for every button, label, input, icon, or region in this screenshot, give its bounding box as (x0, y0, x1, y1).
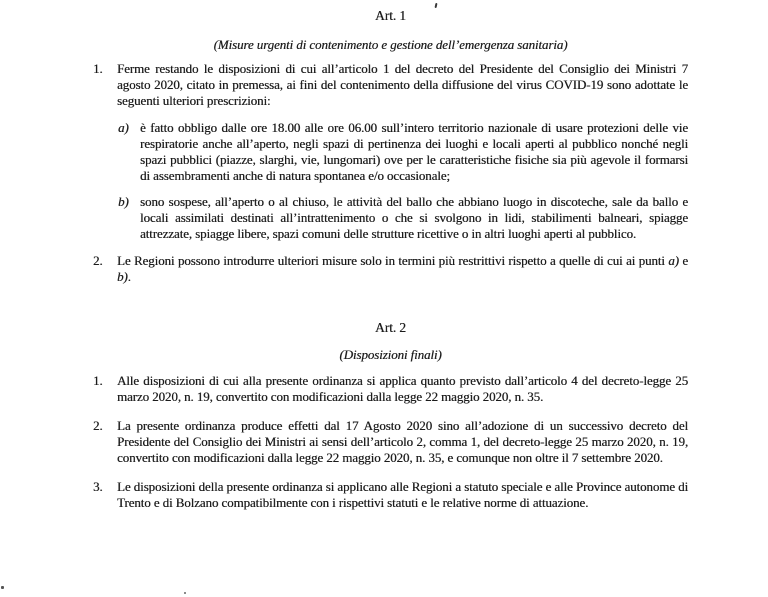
list-letter: a) (118, 120, 129, 135)
item-2-text-pre: Le Regioni possono introdurre ulteriori misure solo in termini più restrittivi rispetto a quelle di cui ai punti (117, 253, 669, 268)
point-b-reference: b) (117, 269, 128, 284)
point-a-reference: a) (668, 253, 679, 268)
list-number: 1. (93, 373, 103, 388)
list-item-text: Le disposizioni della presente ordinanza si applicano alle Regioni a statuto speciale e alle Province autonome di Trento e di Bolzano compatibilmente con i rispettivi statuti e le relative norme di attuazione. (117, 479, 688, 510)
article-1-title: Art. 1 (375, 8, 406, 23)
item-2-text-post: . (127, 269, 131, 284)
document-body (93, 8, 688, 511)
article-2-item-2 (93, 418, 688, 466)
list-letter: b) (118, 194, 129, 209)
list-item-text: è fatto obbligo dalle ore 18.00 alle ore 06.00 sull’intero territorio nazionale di usare protezioni delle vie respiratorie anche all’aperto, negli spazi di pertinenza dei luoghi e locali aperti al pubblico nonché negli spazi pubblici (piazze, slarghi, vie, lungomari) ove per le caratteristiche fisiche sia più agevole il formarsi di assembramenti anche di natura spontanea e/o occasionale; (140, 120, 688, 183)
article-2 (93, 320, 688, 511)
article-1-item-1a (93, 120, 688, 184)
article-2-item-1 (93, 373, 688, 405)
list-number: 2. (93, 253, 103, 268)
list-item-text (117, 253, 688, 284)
article-1-item-2 (93, 253, 688, 285)
article-2-item-3 (93, 479, 688, 511)
list-item-text: Alle disposizioni di cui alla presente ordinanza si applica quanto previsto dall’articolo 4 del decreto-legge 25 marzo 2020, n. 19, convertito con modificazioni dalla legge 22 maggio 2020, n. 35. (117, 373, 688, 404)
item-2-text-mid: e (678, 253, 688, 268)
article-1 (93, 8, 688, 285)
scan-artifact (184, 592, 186, 594)
article-1-item-1b (93, 194, 688, 242)
list-number: 1. (93, 61, 103, 76)
article-1-subtitle: (Misure urgenti di contenimento e gestione dell’emergenza sanitaria) (213, 37, 568, 52)
list-item-text: La presente ordinanza produce effetti dal 17 Agosto 2020 sino all’adozione di un successivo decreto del Presidente del Consiglio dei Ministri ai sensi dell’articolo 2, comma 1, del decreto-legge 25 marzo 2020, n. 19, convertito con modificazioni dalla legge 22 maggio 2020, n. 35, e comunque non oltre il 7 settembre 2020. (117, 418, 688, 465)
list-item-text: Ferme restando le disposizioni di cui all’articolo 1 del decreto del Presidente del Consiglio dei Ministri 7 agosto 2020, citato in premessa, ai fini del contenimento della diffusione del virus COVID-19 sono adottate le seguenti ulteriori prescrizioni: (117, 61, 688, 108)
list-number: 2. (93, 418, 103, 433)
scan-artifact (1, 586, 4, 589)
article-2-title: Art. 2 (375, 320, 406, 335)
article-1-item-1 (93, 61, 688, 109)
article-2-subtitle: (Disposizioni finali) (339, 347, 442, 362)
list-item-text: sono sospese, all’aperto o al chiuso, le attività del ballo che abbiano luogo in discoteche, sale da ballo e locali assimilati destinati all’intrattenimento o che si svolgono in lidi, stabilimenti balneari, spiagge attrezzate, spiagge libere, spazi comuni delle strutture ricettive o in altri luoghi aperti al pubblico. (140, 194, 688, 241)
list-number: 3. (93, 479, 103, 494)
